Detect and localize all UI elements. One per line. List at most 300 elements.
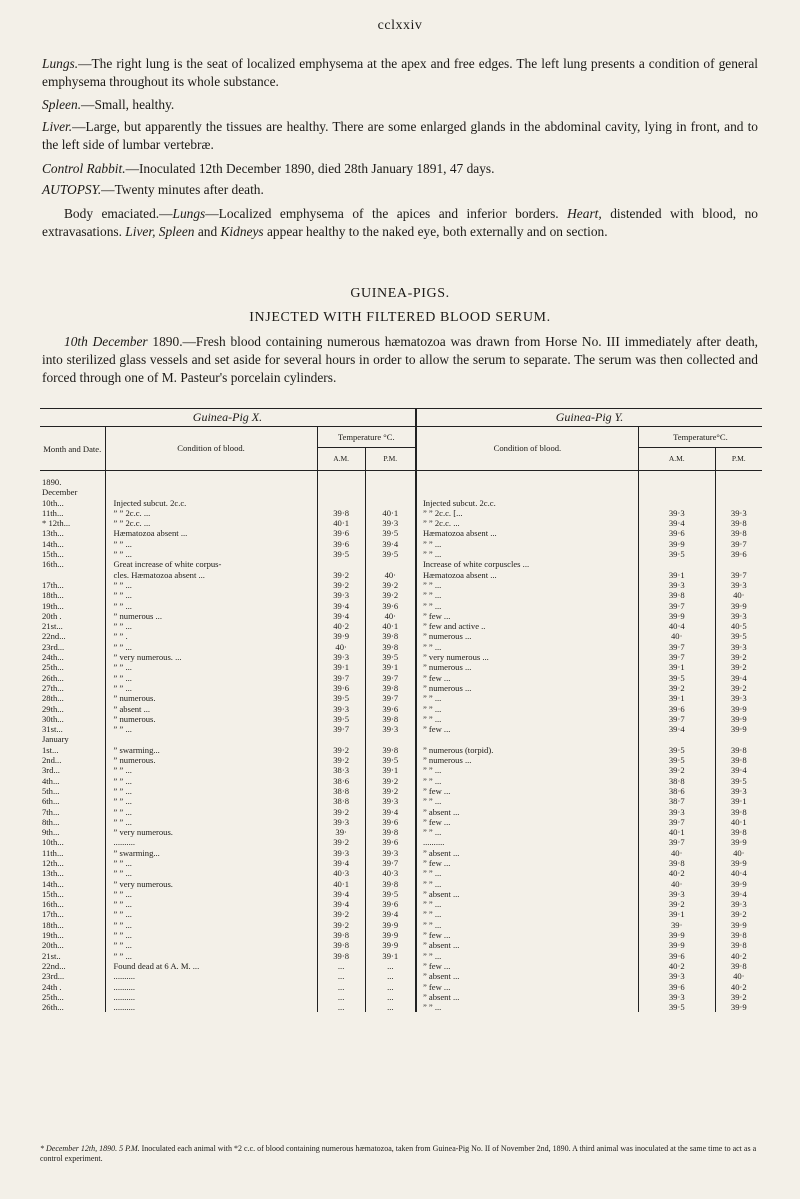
cell-temp-pm-y: 39·9 <box>715 920 762 930</box>
cell-temp-am-y: 39·9 <box>638 611 715 621</box>
table-row <box>40 693 762 703</box>
cell-condition-y: ” ” 2c.c. [... <box>416 508 638 518</box>
cell-temp-am-x: 39·6 <box>317 528 365 538</box>
cell-temp-am-y: 39·3 <box>638 889 715 899</box>
cell-date: 31st... <box>42 724 63 735</box>
table-row <box>40 920 762 930</box>
cell-temp-am-y: 39·9 <box>638 930 715 940</box>
cell-temp-pm-x: 39·5 <box>365 549 416 559</box>
cell-temp-pm-x: 39·2 <box>365 580 416 590</box>
cell-condition-x: .......... <box>105 1002 317 1012</box>
cell-temp-am-y: 39·3 <box>638 508 715 518</box>
cell-temp-pm-x: 40· <box>365 570 416 580</box>
cell-condition-y: ” ” ... <box>416 549 638 559</box>
cell-temp-am-y: 40·4 <box>638 621 715 631</box>
cell-temp-pm-y: 39·4 <box>715 765 762 775</box>
cell-temp-pm-y: 39·8 <box>715 755 762 765</box>
cell-temp-pm-x: 39·8 <box>365 683 416 693</box>
cell-condition-x: ” ” 2c.c. ... <box>105 518 317 528</box>
cell-temp-pm-y: 39·8 <box>715 827 762 837</box>
table-row <box>40 940 762 950</box>
cell-temp-pm-y: 39·2 <box>715 662 762 672</box>
table-row <box>40 601 762 611</box>
heading-injected: INJECTED WITH FILTERED BLOOD SERUM. <box>249 310 551 325</box>
cell-temp-pm-y: 40· <box>715 971 762 981</box>
body-text-h: Kidneys <box>220 224 264 239</box>
cell-temp-pm-x: 39·5 <box>365 528 416 538</box>
cell-condition-y: ” absent ... <box>416 971 638 981</box>
cell-temp-am-y: 39·5 <box>638 1002 715 1012</box>
cell-temp-am-x: 40·1 <box>317 879 365 889</box>
table-row <box>40 899 762 909</box>
cell-temp-pm-x: ... <box>365 961 416 971</box>
cell-date: 24th . <box>42 981 62 992</box>
cell-date: 27th... <box>42 682 64 693</box>
cell-condition-y: ” numerous (torpid). <box>416 745 638 755</box>
cell-condition-x: ” ” ... <box>105 765 317 775</box>
cell-temp-am-y: 39·7 <box>638 714 715 724</box>
cell-date: January <box>42 734 69 745</box>
cell-temp-pm-x: 39·6 <box>365 601 416 611</box>
cell-date: 1st... <box>42 744 59 755</box>
cell-date: 20th . <box>42 610 62 621</box>
cell-condition-x: ” numerous. <box>105 693 317 703</box>
cell-condition-y: ” few ... <box>416 817 638 827</box>
footnote <box>40 1144 762 1164</box>
cell-condition-x: ” ” ... <box>105 724 317 734</box>
cell-temp-pm-x: 39·8 <box>365 745 416 755</box>
cell-temp-pm-y: 40·4 <box>715 868 762 878</box>
cell-temp-am-y: 39·5 <box>638 549 715 559</box>
cell-condition-y: Hæmatozoa absent ... <box>416 570 638 580</box>
cell-temp-pm-x: 39·5 <box>365 755 416 765</box>
cell-condition-x: ” ” ... <box>105 621 317 631</box>
cell-temp-am-y: 39·4 <box>638 518 715 528</box>
cell-date: 28th... <box>42 693 64 704</box>
cell-condition-x: ” ” ... <box>105 920 317 930</box>
paragraph-lungs <box>42 55 758 91</box>
body-text-f: Liver, Spleen <box>125 224 195 239</box>
cell-temp-am-x: 39·7 <box>317 673 365 683</box>
cell-date: 4th... <box>42 775 60 786</box>
cell-condition-x: ” very numerous. <box>105 827 317 837</box>
cell-temp-pm-x: 39·7 <box>365 673 416 683</box>
cell-date: 10th... <box>42 837 64 848</box>
cell-temp-am-x: 39·2 <box>317 807 365 817</box>
cell-condition-y: ” few ... <box>416 930 638 940</box>
text-spleen: —Small, healthy. <box>81 97 175 112</box>
table-row <box>40 652 762 662</box>
cell-date: 7th... <box>42 806 60 817</box>
cell-condition-x: ” ” ... <box>105 673 317 683</box>
cell-temp-pm-x: 39·3 <box>365 796 416 806</box>
cell-temp-pm-y: 39·7 <box>715 570 762 580</box>
cell-date: 10th... <box>42 497 64 508</box>
cell-condition-y: ” ” ... <box>416 714 638 724</box>
paragraph-body <box>42 205 758 241</box>
cell-temp-pm-y <box>715 734 762 744</box>
cell-temp-am-x: 38·6 <box>317 776 365 786</box>
cell-temp-pm-x: 40·3 <box>365 868 416 878</box>
cell-temp-pm-x: 39·1 <box>365 951 416 961</box>
cell-condition-x: ” numerous. <box>105 714 317 724</box>
cell-temp-pm-x: 39·9 <box>365 930 416 940</box>
cell-temp-pm-y: 39·3 <box>715 899 762 909</box>
cell-temp-pm-y <box>715 487 762 497</box>
cell-condition-x: ” ” ... <box>105 642 317 652</box>
cell-temp-pm-y: 39·1 <box>715 796 762 806</box>
cell-condition-y: ” ” ... <box>416 796 638 806</box>
cell-condition-x: ” numerous ... <box>105 611 317 621</box>
cell-temp-am-x: 38·8 <box>317 796 365 806</box>
cell-date: 8th... <box>42 816 60 827</box>
cell-temp-am-x: 39·2 <box>317 580 365 590</box>
cell-condition-x: ” ” ... <box>105 909 317 919</box>
cell-temp-pm-y: 39·5 <box>715 776 762 786</box>
header-am-y: A.M. <box>638 448 715 471</box>
table-row <box>40 796 762 806</box>
cell-temp-pm-y: 39·4 <box>715 673 762 683</box>
heading-guinea-pigs: GUINEA-PIGS. <box>350 286 450 301</box>
cell-condition-y: ” ” ... <box>416 1002 638 1012</box>
cell-condition-y: ” ” ... <box>416 868 638 878</box>
table-row <box>40 673 762 683</box>
cell-temp-pm-y: 39·2 <box>715 652 762 662</box>
cell-condition-y: ” ” ... <box>416 951 638 961</box>
cell-condition-y: ” very numerous ... <box>416 652 638 662</box>
cell-temp-pm-x: 39·8 <box>365 631 416 641</box>
cell-temp-pm-x: 39·8 <box>365 879 416 889</box>
text-lungs: —The right lung is the seat of localized emphysema at the apex and free edges. The left lung presents a condition of general emphysema throughout its whole substance. <box>42 56 758 89</box>
cell-temp-am-x: 39·2 <box>317 909 365 919</box>
cell-temp-pm-x: ... <box>365 982 416 992</box>
page-number: cclxxiv <box>377 18 423 33</box>
cell-temp-am-x: ... <box>317 961 365 971</box>
paragraph-december <box>42 333 758 387</box>
cell-condition-x: ” ” ... <box>105 601 317 611</box>
cell-condition-x <box>105 487 317 497</box>
cell-temp-pm-y: 39·8 <box>715 961 762 971</box>
cell-temp-am-x: 39·5 <box>317 549 365 559</box>
cell-condition-y: ” absent ... <box>416 992 638 1002</box>
table-row <box>40 570 762 580</box>
cell-temp-am-x: 39·2 <box>317 837 365 847</box>
cell-condition-y: ” numerous ... <box>416 662 638 672</box>
cell-temp-pm-x: 39·6 <box>365 817 416 827</box>
cell-temp-am-y: 39·3 <box>638 971 715 981</box>
table-row <box>40 714 762 724</box>
cell-temp-pm-x: 39·4 <box>365 539 416 549</box>
cell-temp-pm-x <box>365 477 416 487</box>
body-text-a: Body emaciated.— <box>64 206 173 221</box>
cell-temp-pm-y: 39·8 <box>715 518 762 528</box>
cell-date: 21st... <box>42 621 63 632</box>
cell-temp-am-y: 39·3 <box>638 807 715 817</box>
cell-temp-pm-x: 39·3 <box>365 518 416 528</box>
cell-temp-am-y: 40· <box>638 848 715 858</box>
cell-condition-y: .......... <box>416 837 638 847</box>
cell-temp-pm-x: 39·5 <box>365 652 416 662</box>
cell-date: 6th... <box>42 796 60 807</box>
table-row <box>40 683 762 693</box>
table-row <box>40 631 762 641</box>
cell-condition-x: ” ” ... <box>105 776 317 786</box>
cell-temp-am-y: 39·1 <box>638 909 715 919</box>
cell-condition-y: Increase of white corpuscles ... <box>416 559 638 569</box>
cell-condition-x: .......... <box>105 982 317 992</box>
cell-condition-x: ” ” ... <box>105 590 317 600</box>
cell-date: 17th... <box>42 909 64 920</box>
cell-temp-pm-x: 39·7 <box>365 693 416 703</box>
cell-date: 5th... <box>42 785 60 796</box>
paragraph-liver <box>42 118 758 154</box>
cell-condition-x: Hæmatozoa absent ... <box>105 528 317 538</box>
cell-temp-am-y: 39·9 <box>638 940 715 950</box>
table-row <box>40 642 762 652</box>
table-row <box>40 961 762 971</box>
text-control-rabbit: —Inoculated 12th December 1890, died 28th January 1891, 47 days. <box>125 161 495 176</box>
cell-temp-am-x: 39· <box>317 827 365 837</box>
table-row <box>40 704 762 714</box>
cell-condition-y <box>416 487 638 497</box>
cell-temp-pm-x: 39·1 <box>365 765 416 775</box>
cell-date: 20th... <box>42 940 64 951</box>
cell-condition-x: ” ” 2c.c. ... <box>105 508 317 518</box>
cell-temp-am-x: 39·3 <box>317 590 365 600</box>
cell-temp-pm-x: 39·5 <box>365 889 416 899</box>
cell-temp-am-x <box>317 734 365 744</box>
table-row <box>40 879 762 889</box>
cell-temp-am-x: ... <box>317 1002 365 1012</box>
cell-temp-pm-x: 39·4 <box>365 909 416 919</box>
cell-condition-y: ” few ... <box>416 673 638 683</box>
cell-temp-pm-y: 39·8 <box>715 528 762 538</box>
cell-temp-am-x: 39·8 <box>317 951 365 961</box>
cell-date: 13th... <box>42 868 64 879</box>
cell-temp-pm-x: 40· <box>365 611 416 621</box>
cell-temp-pm-y: 39·9 <box>715 837 762 847</box>
cell-temp-pm-y: 39·3 <box>715 786 762 796</box>
table-row <box>40 745 762 755</box>
cell-temp-pm-x: 39·7 <box>365 858 416 868</box>
table-row <box>40 858 762 868</box>
cell-temp-pm-y: 40·5 <box>715 621 762 631</box>
cell-condition-y: ” absent ... <box>416 848 638 858</box>
cell-temp-pm-x: 40·1 <box>365 621 416 631</box>
paragraph-control-rabbit <box>42 160 758 178</box>
cell-condition-x: ” ” ... <box>105 683 317 693</box>
cell-temp-am-y: 39·7 <box>638 837 715 847</box>
cell-date: 12th... <box>42 857 64 868</box>
cell-condition-x: ” ” ... <box>105 951 317 961</box>
body-text-d: Heart, <box>567 206 602 221</box>
cell-temp-pm-y: 39·6 <box>715 549 762 559</box>
cell-temp-am-y: 38·6 <box>638 786 715 796</box>
cell-temp-am-y <box>638 559 715 569</box>
cell-condition-y: ” few ... <box>416 611 638 621</box>
cell-temp-am-x <box>317 487 365 497</box>
cell-temp-am-x: 39·2 <box>317 920 365 930</box>
cell-temp-am-y: 39·2 <box>638 899 715 909</box>
cell-condition-x: Injected subcut. 2c.c. <box>105 498 317 508</box>
header-temperature-x: Temperature °C. <box>317 427 416 448</box>
cell-temp-am-x: 39·2 <box>317 570 365 580</box>
table-row <box>40 868 762 878</box>
cell-condition-x: ” swarming... <box>105 848 317 858</box>
cell-temp-am-x: 39·8 <box>317 508 365 518</box>
table-row <box>40 889 762 899</box>
table-row <box>40 508 762 518</box>
cell-temp-pm-y <box>715 477 762 487</box>
cell-temp-pm-y: 39·3 <box>715 693 762 703</box>
cell-temp-pm-x: 39·2 <box>365 590 416 600</box>
date-december: 10th December <box>64 334 148 349</box>
cell-temp-am-y: 39·5 <box>638 745 715 755</box>
cell-temp-am-y <box>638 734 715 744</box>
cell-condition-x: ” ” ... <box>105 940 317 950</box>
cell-temp-am-x: 39·2 <box>317 755 365 765</box>
header-pm-y: P.M. <box>715 448 762 471</box>
cell-date: 17th... <box>42 579 64 590</box>
cell-temp-am-y: 38·8 <box>638 776 715 786</box>
header-temperature-y: Temperature°C. <box>638 427 762 448</box>
footnote-date: * December 12th, 1890. 5 P.M. <box>40 1144 140 1153</box>
cell-temp-am-x: 39·7 <box>317 724 365 734</box>
cell-temp-am-y: 39·5 <box>638 673 715 683</box>
cell-condition-x: ” ” ... <box>105 899 317 909</box>
cell-temp-am-x: 39·3 <box>317 817 365 827</box>
cell-date: 24th... <box>42 652 64 663</box>
cell-temp-pm-x <box>365 498 416 508</box>
cell-date: 22nd... <box>42 960 66 971</box>
header-pm-x: P.M. <box>365 448 416 471</box>
cell-temp-pm-y: 39·9 <box>715 724 762 734</box>
cell-temp-pm-y <box>715 498 762 508</box>
cell-temp-pm-x: 39·8 <box>365 642 416 652</box>
cell-temp-am-y <box>638 487 715 497</box>
table-row <box>40 528 762 538</box>
cell-temp-pm-y: 39·3 <box>715 611 762 621</box>
cell-condition-x: ” very numerous. <box>105 879 317 889</box>
cell-condition-y: ” ” ... <box>416 693 638 703</box>
cell-temp-am-x: 39·8 <box>317 930 365 940</box>
cell-temp-am-y: 39·7 <box>638 642 715 652</box>
cell-condition-x: ” ” ... <box>105 662 317 672</box>
cell-temp-am-y: 38·7 <box>638 796 715 806</box>
cell-condition-x: .......... <box>105 837 317 847</box>
cell-condition-y: ” ” ... <box>416 539 638 549</box>
cell-temp-pm-y: 39·9 <box>715 1002 762 1012</box>
cell-condition-x: ” ” ... <box>105 817 317 827</box>
cell-temp-pm-y: 39·9 <box>715 704 762 714</box>
cell-temp-pm-y: 40· <box>715 848 762 858</box>
cell-temp-pm-x: 40·1 <box>365 508 416 518</box>
cell-temp-pm-x: ... <box>365 971 416 981</box>
cell-temp-am-x: 39·4 <box>317 889 365 899</box>
cell-temp-am-x: 39·8 <box>317 940 365 950</box>
cell-date: * 12th... <box>42 518 71 529</box>
body-text-e: distended with blood, no extravasations. <box>42 206 758 239</box>
cell-condition-x: ” ” ... <box>105 930 317 940</box>
cell-temp-pm-x: 39·1 <box>365 662 416 672</box>
cell-temp-am-x: ... <box>317 992 365 1002</box>
body-text-g: and <box>194 224 221 239</box>
table-row <box>40 765 762 775</box>
paragraph-autopsy <box>42 181 758 199</box>
cell-condition-y: ” few ... <box>416 786 638 796</box>
cell-temp-am-y: 40·1 <box>638 827 715 837</box>
cell-temp-pm-y <box>715 559 762 569</box>
cell-temp-pm-x: ... <box>365 1002 416 1012</box>
body-text-i: appear healthy to the naked eye, both externally and on section. <box>263 224 608 239</box>
cell-temp-pm-y: 39·9 <box>715 714 762 724</box>
table-row <box>40 734 762 744</box>
cell-temp-am-y: 39·3 <box>638 992 715 1002</box>
cell-condition-x: ” ” ... <box>105 889 317 899</box>
cell-temp-pm-y: 39·2 <box>715 992 762 1002</box>
cell-condition-x: ” absent ... <box>105 704 317 714</box>
table-row <box>40 776 762 786</box>
cell-condition-y: ” few and active .. <box>416 621 638 631</box>
cell-temp-am-x: 40·1 <box>317 518 365 528</box>
cell-temp-pm-y: 39·2 <box>715 683 762 693</box>
cell-temp-pm-y: 39·8 <box>715 745 762 755</box>
cell-condition-x: ” ” ... <box>105 796 317 806</box>
table-body <box>40 477 762 1012</box>
cell-temp-am-y: 39·8 <box>638 590 715 600</box>
cell-date: 23rd... <box>42 971 65 982</box>
cell-date: 16th... <box>42 899 64 910</box>
cell-condition-y: Injected subcut. 2c.c. <box>416 498 638 508</box>
cell-date: 15th... <box>42 888 64 899</box>
header-am-x: A.M. <box>317 448 365 471</box>
table-row <box>40 909 762 919</box>
cell-temp-pm-x: 39·4 <box>365 807 416 817</box>
cell-temp-pm-y: 39·9 <box>715 601 762 611</box>
cell-date: December <box>42 487 78 498</box>
cell-temp-am-x: 39·4 <box>317 858 365 868</box>
table-row <box>40 621 762 631</box>
table-row <box>40 1002 762 1012</box>
label-autopsy: AUTOPSY. <box>42 182 102 197</box>
title-guinea-pig-y: Guinea-Pig Y. <box>416 409 762 427</box>
cell-date: 23rd... <box>42 641 65 652</box>
cell-temp-pm-x: 39·6 <box>365 837 416 847</box>
cell-temp-am-x: ... <box>317 982 365 992</box>
cell-date: 14th... <box>42 878 64 889</box>
cell-temp-am-x: 40·3 <box>317 868 365 878</box>
table-row <box>40 498 762 508</box>
body-text-b: Lungs <box>172 206 206 221</box>
cell-temp-am-x <box>317 498 365 508</box>
table-row <box>40 827 762 837</box>
cell-date: 1890. <box>42 477 62 487</box>
text-december: 1890.—Fresh blood containing numerous hæmatozoa was drawn from Horse No. III immediately after death, into sterilized glass vessels and set aside for several hours in order to allow the serum to separate. The serum was then collected and forced through one of M. Pasteur's porcelain cylinders. <box>42 334 758 385</box>
cell-temp-am-x: 39·9 <box>317 631 365 641</box>
table-row <box>40 611 762 621</box>
cell-condition-x: ” swarming... <box>105 745 317 755</box>
cell-date: 18th... <box>42 919 64 930</box>
cell-date: 22nd... <box>42 631 66 642</box>
cell-date: 9th... <box>42 827 60 838</box>
cell-temp-am-x: 40·2 <box>317 621 365 631</box>
cell-condition-x: cles. Hæmatozoa absent ... <box>105 570 317 580</box>
cell-condition-x: ” ” . <box>105 631 317 641</box>
cell-temp-pm-y: 39·2 <box>715 909 762 919</box>
cell-condition-x: ” ” ... <box>105 549 317 559</box>
cell-condition-x: .......... <box>105 971 317 981</box>
cell-temp-am-y: 39·5 <box>638 755 715 765</box>
